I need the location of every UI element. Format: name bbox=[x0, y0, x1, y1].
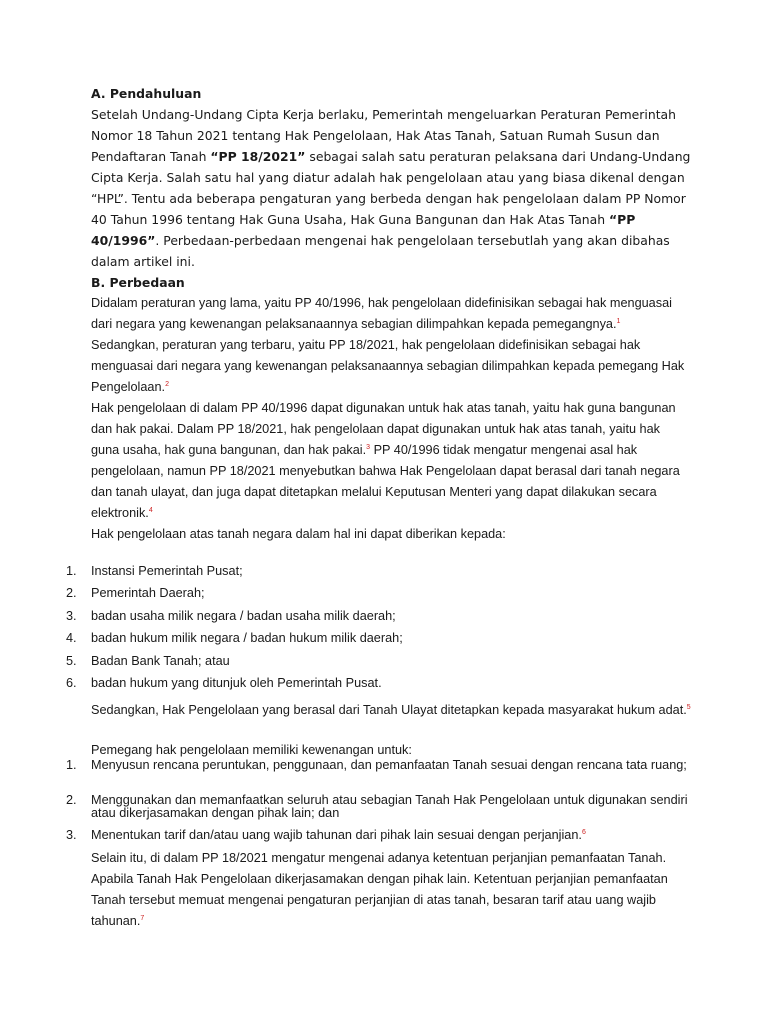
text-run: Selain itu, di dalam PP 18/2021 mengatur mengenai adanya ketentuan perjanjian pemanfaatan Tanah. Apabila Tanah Hak Pengelolaan dikerjasamakan dengan pihak lain. Ketentuan perjanjian pemanfaatan Tanah tersebut memuat mengenai pengaturan perjanjian di atas tanah, besaran tarif atau uang wajib tahunan. bbox=[91, 851, 668, 928]
list-number: 5. bbox=[66, 653, 77, 668]
list-item bbox=[66, 560, 706, 582]
footnote-ref-1[interactable]: 1 bbox=[616, 317, 621, 325]
list-text: Menggunakan dan memanfaatkan seluruh atau sebagian Tanah Hak Pengelolaan untuk digunakan sendiri atau dikerjasamakan dengan pihak lain; dan bbox=[91, 793, 688, 820]
paragraph-text: Pemegang hak pengelolaan memiliki kewenangan untuk: bbox=[91, 743, 412, 757]
list-item bbox=[66, 829, 706, 842]
text-run: Setelah Undang-Undang Cipta Kerja berlaku, Pemerintah mengeluarkan Peraturan Pemerintah Nomor 18 Tahun 2021 tentang Hak Pengelolaan, Hak Atas Tanah, Satuan Rumah Susun dan Pendaftaran Tanah bbox=[91, 107, 677, 164]
bold-term-pp-18-2021: “PP 18/2021” bbox=[210, 149, 306, 164]
text-run: Sedangkan, Hak Pengelolaan yang berasal dari Tanah Ulayat ditetapkan kepada masyarakat hukum adat. bbox=[91, 703, 687, 717]
paragraph-diberikan-kepada: Hak pengelolaan atas tanah negara dalam hal ini dapat diberikan kepada: bbox=[91, 527, 506, 541]
footnote-ref-4[interactable]: 4 bbox=[148, 506, 153, 514]
section-pendahuluan bbox=[91, 83, 691, 272]
list-item bbox=[66, 582, 706, 604]
list-penerima-hak bbox=[66, 560, 706, 694]
list-number: 2. bbox=[66, 586, 77, 601]
footnote-ref-5[interactable]: 5 bbox=[686, 703, 691, 711]
list-text: Menyusun rencana peruntukan, penggunaan, dan pemanfaatan Tanah sesuai dengan rencana tata ruang; bbox=[91, 758, 687, 772]
list-item bbox=[66, 605, 706, 627]
text-run: Hak pengelolaan di dalam PP 40/1996 dapat digunakan untuk hak atas tanah, yaitu hak guna bangunan dan hak pakai. Dalam PP 18/2021, hak pengelolaan dapat digunakan untuk hak atas tanah, yaitu hak guna usaha, hak guna bangunan, dan hak pakai. bbox=[91, 401, 676, 457]
text-run: PP 40/1996 tidak mengatur mengenai asal hak pengelolaan, namun PP 18/2021 menyebutkan bahwa Hak Pengelolaan dapat berasal dari tanah negara dan tanah ulayat, dan juga dapat ditetapkan melalui Keputusan Menteri yang dapat dilakukan secara elektronik. bbox=[91, 443, 680, 520]
footnote-ref-3[interactable]: 3 bbox=[366, 443, 371, 451]
footnote-ref-2[interactable]: 2 bbox=[165, 380, 169, 388]
list-number: 3. bbox=[66, 828, 77, 842]
section-perbedaan bbox=[91, 272, 691, 545]
list-text: badan hukum yang ditunjuk oleh Pemerintah Pusat. bbox=[91, 676, 382, 691]
list-text: badan usaha milik negara / badan usaha milik daerah; bbox=[91, 608, 396, 623]
text-run: . Perbedaan-perbedaan mengenai hak pengelolaan tersebutlah yang akan dibahas dalam artikel ini. bbox=[91, 233, 670, 269]
list-number: 2. bbox=[66, 793, 77, 807]
list-text: Badan Bank Tanah; atau bbox=[91, 653, 230, 668]
list-number: 6. bbox=[66, 676, 77, 691]
paragraph-text bbox=[91, 848, 691, 932]
footnote-ref-6[interactable]: 6 bbox=[581, 828, 586, 836]
text-run: Sedangkan, peraturan yang terbaru, yaitu PP 18/2021, hak pengelolaan didefinisikan sebagai hak menguasai dari negara yang kewenangan pelaksanaannya sebagian dilimpahkan kepada pemegang Hak Pengelolaan. bbox=[91, 338, 685, 394]
list-number: 3. bbox=[66, 608, 77, 623]
list-item bbox=[66, 794, 706, 829]
paragraph-definisi bbox=[91, 293, 691, 398]
paragraph-pemegang-hak bbox=[91, 743, 691, 758]
text-run: Didalam peraturan yang lama, yaitu PP 40/1996, hak pengelolaan didefinisikan sebagai hak menguasai dari negara yang kewenangan pelaksanaannya sebagian dilimpahkan kepada pemegangnya. bbox=[91, 296, 672, 331]
paragraph-penggunaan bbox=[91, 398, 691, 524]
footnote-ref-7[interactable]: 7 bbox=[140, 914, 145, 922]
paragraph-text bbox=[91, 700, 691, 721]
list-number: 1. bbox=[66, 564, 77, 578]
list-text bbox=[91, 829, 706, 842]
list-text: Pemerintah Daerah; bbox=[91, 586, 205, 601]
text-run: Menentukan tarif dan/atau uang wajib tahunan dari pihak lain sesuai dengan perjanjian. bbox=[91, 828, 582, 842]
list-text: badan hukum milik negara / badan hukum milik daerah; bbox=[91, 631, 403, 646]
paragraph-perjanjian bbox=[91, 848, 691, 932]
list-number: 4. bbox=[66, 631, 77, 646]
list-item bbox=[66, 672, 706, 694]
bold-term-pp-40-1996: “PP 40/1996” bbox=[91, 212, 636, 248]
list-item bbox=[66, 627, 706, 649]
list-item bbox=[66, 650, 706, 672]
heading-pendahuluan: A. Pendahuluan bbox=[91, 86, 202, 101]
list-item bbox=[66, 759, 706, 794]
paragraph-pendahuluan bbox=[91, 104, 691, 272]
text-run: sebagai salah satu peraturan pelaksana dari Undang-Undang Cipta Kerja. Salah satu hal yang diatur adalah hak pengelolaan atau yang biasa dikenal dengan “HPL”. Tentu ada beberapa pengaturan yang berbeda dengan hak pengelolaan dalam PP Nomor 40 Tahun 1996 tentang Hak Guna Usaha, Hak Guna Bangunan dan Hak Atas Tanah bbox=[91, 149, 691, 227]
list-number: 1. bbox=[66, 758, 77, 772]
heading-perbedaan: B. Perbedaan bbox=[91, 275, 185, 290]
paragraph-tanah-ulayat bbox=[91, 700, 691, 721]
list-text: Instansi Pemerintah Pusat; bbox=[91, 564, 243, 578]
list-kewenangan bbox=[66, 759, 706, 842]
